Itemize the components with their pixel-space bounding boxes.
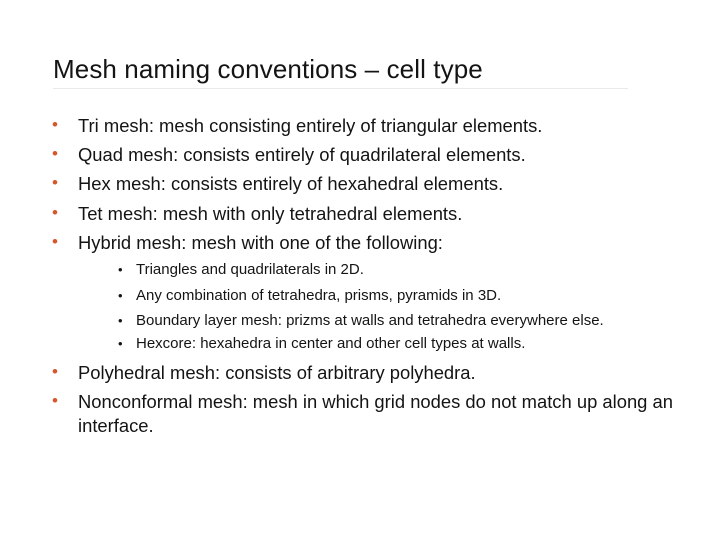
list-item-text: Tet mesh: mesh with only tetrahedral elements. (78, 203, 463, 224)
bullet-icon: • (118, 288, 123, 303)
sub-list-item-text: Any combination of tetrahedra, prisms, pyramids in 3D. (136, 287, 502, 304)
bullet-icon: • (52, 115, 58, 134)
sub-list-item-text: Hexcore: hexahedra in center and other cell types at walls. (136, 335, 526, 352)
bullet-icon: • (118, 336, 123, 351)
sub-list-item (118, 286, 502, 306)
sub-list-item-text: Triangles and quadrilaterals in 2D. (136, 261, 364, 278)
sub-list-item (118, 334, 526, 354)
list-item-text: Nonconformal mesh: mesh in which grid nodes do not match up along an interface. (78, 391, 673, 436)
list-item (52, 202, 463, 226)
list-item (52, 390, 678, 438)
list-item (52, 172, 504, 196)
bullet-icon: • (118, 313, 123, 328)
list-item (52, 143, 526, 167)
bullet-icon: • (52, 144, 58, 163)
list-item (52, 114, 543, 138)
bullet-icon: • (52, 203, 58, 222)
list-item-text: Hybrid mesh: mesh with one of the following: (78, 232, 443, 253)
bullet-icon: • (52, 391, 58, 410)
list-item-text: Tri mesh: mesh consisting entirely of triangular elements. (78, 115, 543, 136)
bullet-icon: • (52, 362, 58, 381)
bullet-icon: • (52, 173, 58, 192)
list-item-text: Quad mesh: consists entirely of quadrilateral elements. (78, 144, 526, 165)
list-item (52, 361, 476, 385)
list-item-text: Polyhedral mesh: consists of arbitrary polyhedra. (78, 362, 476, 383)
sub-list-item (118, 260, 364, 280)
list-item-text: Hex mesh: consists entirely of hexahedral elements. (78, 173, 504, 194)
bullet-icon: • (52, 232, 58, 251)
sub-list-item (118, 311, 604, 331)
bullet-icon: • (118, 262, 123, 277)
sub-list-item-text: Boundary layer mesh: prizms at walls and tetrahedra everywhere else. (136, 312, 604, 329)
slide-title: Mesh naming conventions – cell type (53, 54, 483, 84)
list-item (52, 231, 443, 255)
title-divider (53, 88, 628, 89)
